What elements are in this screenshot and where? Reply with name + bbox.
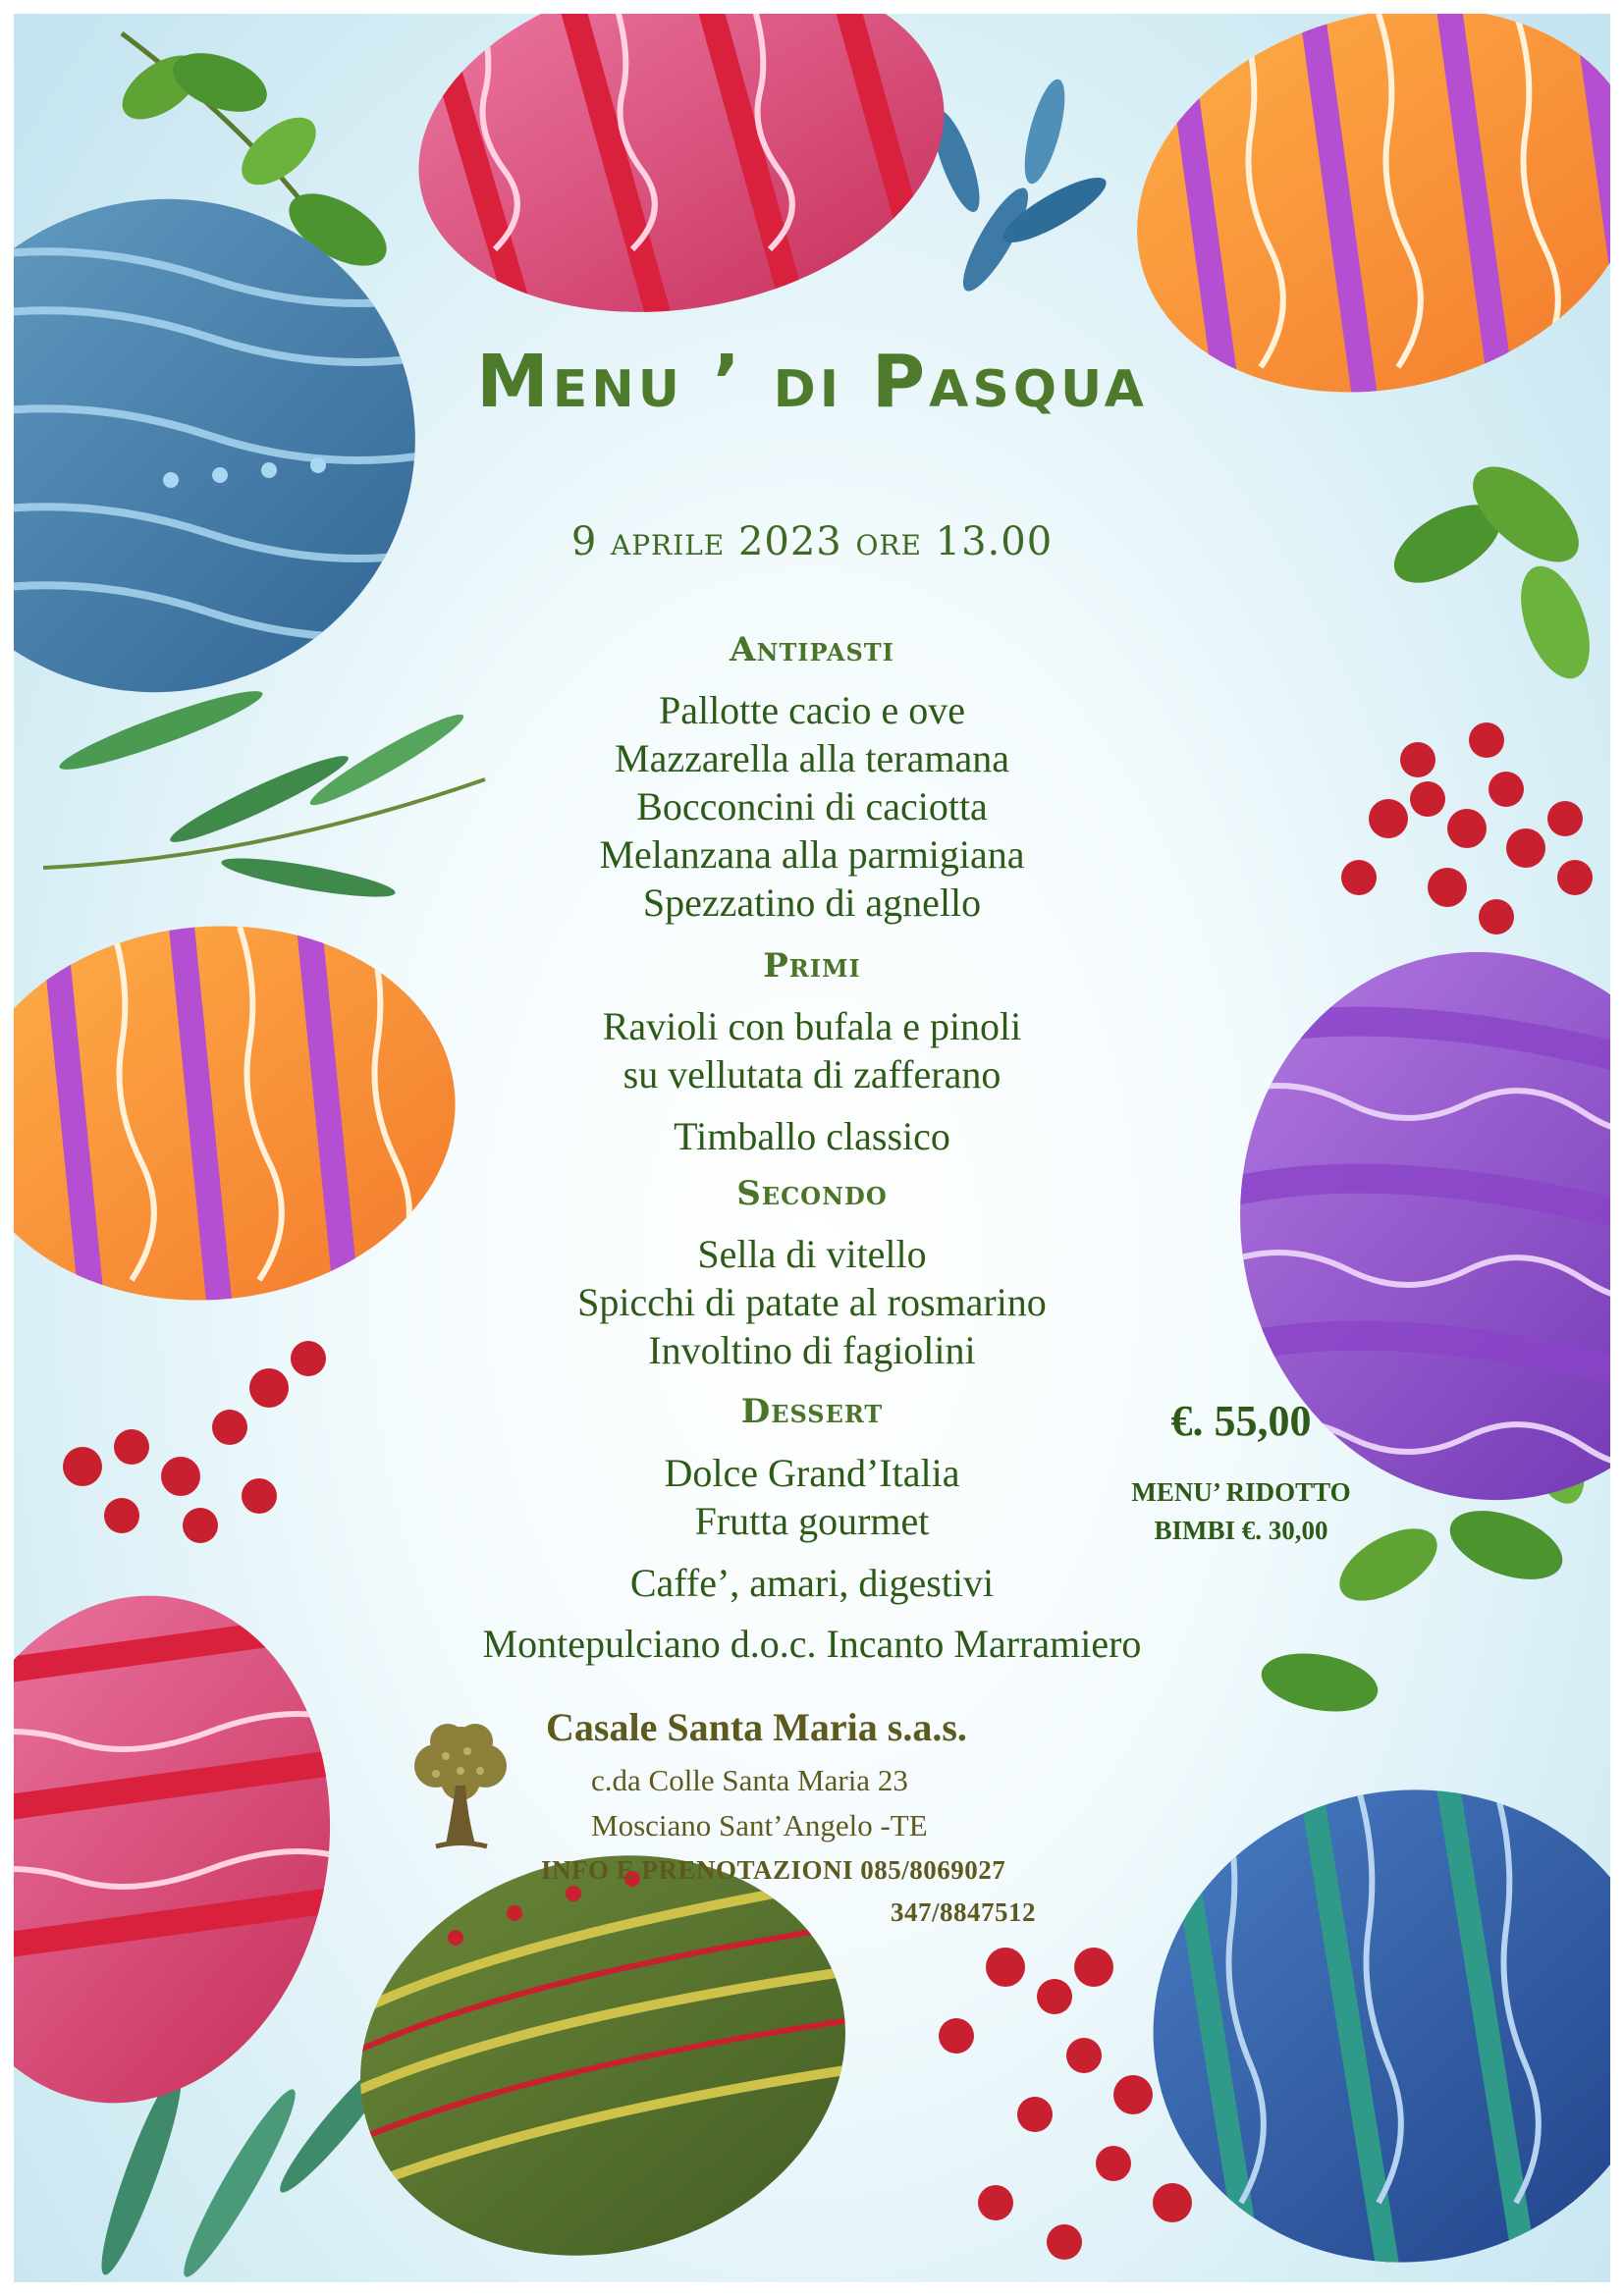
menu-page <box>14 14 1610 2282</box>
section-secondo: Secondo <box>736 1174 888 1213</box>
menu-content <box>14 14 1610 2282</box>
section-primi: Primi <box>763 946 861 986</box>
event-date: 9 aprile 2023 ore 13.00 <box>570 519 1054 564</box>
reduced-menu-price: BIMBI €. 30,00 <box>1154 1516 1328 1545</box>
dish-item: Timballo classico <box>674 1114 950 1158</box>
dish-item: Ravioli con bufala e pinoli <box>602 1004 1022 1048</box>
dish-item: Pallotte cacio e ove <box>658 688 966 732</box>
dish-item: Frutta gourmet <box>694 1499 930 1543</box>
dish-item: Spicchi di patate al rosmarino <box>577 1280 1047 1324</box>
section-dessert: Dessert <box>740 1392 884 1431</box>
section-antipasti: Antipasti <box>730 630 894 669</box>
menu-price: €. 55,00 <box>1170 1397 1312 1445</box>
dish-item: Mazzarella alla teramana <box>615 736 1009 780</box>
booking-phone-secondary: 347/8847512 <box>891 1897 1037 1927</box>
dish-item: Dolce Grand’Italia <box>664 1451 960 1495</box>
booking-info: INFO E PRENOTAZIONI 085/8069027 <box>541 1855 1006 1885</box>
dish-item: Melanzana alla parmigiana <box>599 832 1025 877</box>
business-address-city: Mosciano Sant’Angelo -TE <box>591 1808 928 1842</box>
page-title: Menu ’ di Pasqua <box>476 340 1148 424</box>
reduced-menu-label: MENU’ RIDOTTO <box>1131 1477 1351 1507</box>
dish-item: Caffe’, amari, digestivi <box>629 1561 995 1605</box>
dish-item: Sella di vitello <box>697 1232 927 1276</box>
business-address-street: c.da Colle Santa Maria 23 <box>591 1763 908 1797</box>
dish-item: Bocconcini di caciotta <box>636 784 988 828</box>
dish-item: Spezzatino di agnello <box>642 881 982 925</box>
olive-tree-icon <box>406 1717 514 1859</box>
dish-item: su vellutata di zafferano <box>623 1052 1001 1096</box>
business-name: Casale Santa Maria s.a.s. <box>546 1705 967 1749</box>
dish-item: Montepulciano d.o.c. Incanto Marramiero <box>482 1622 1142 1666</box>
dish-item: Involtino di fagiolini <box>648 1328 976 1372</box>
